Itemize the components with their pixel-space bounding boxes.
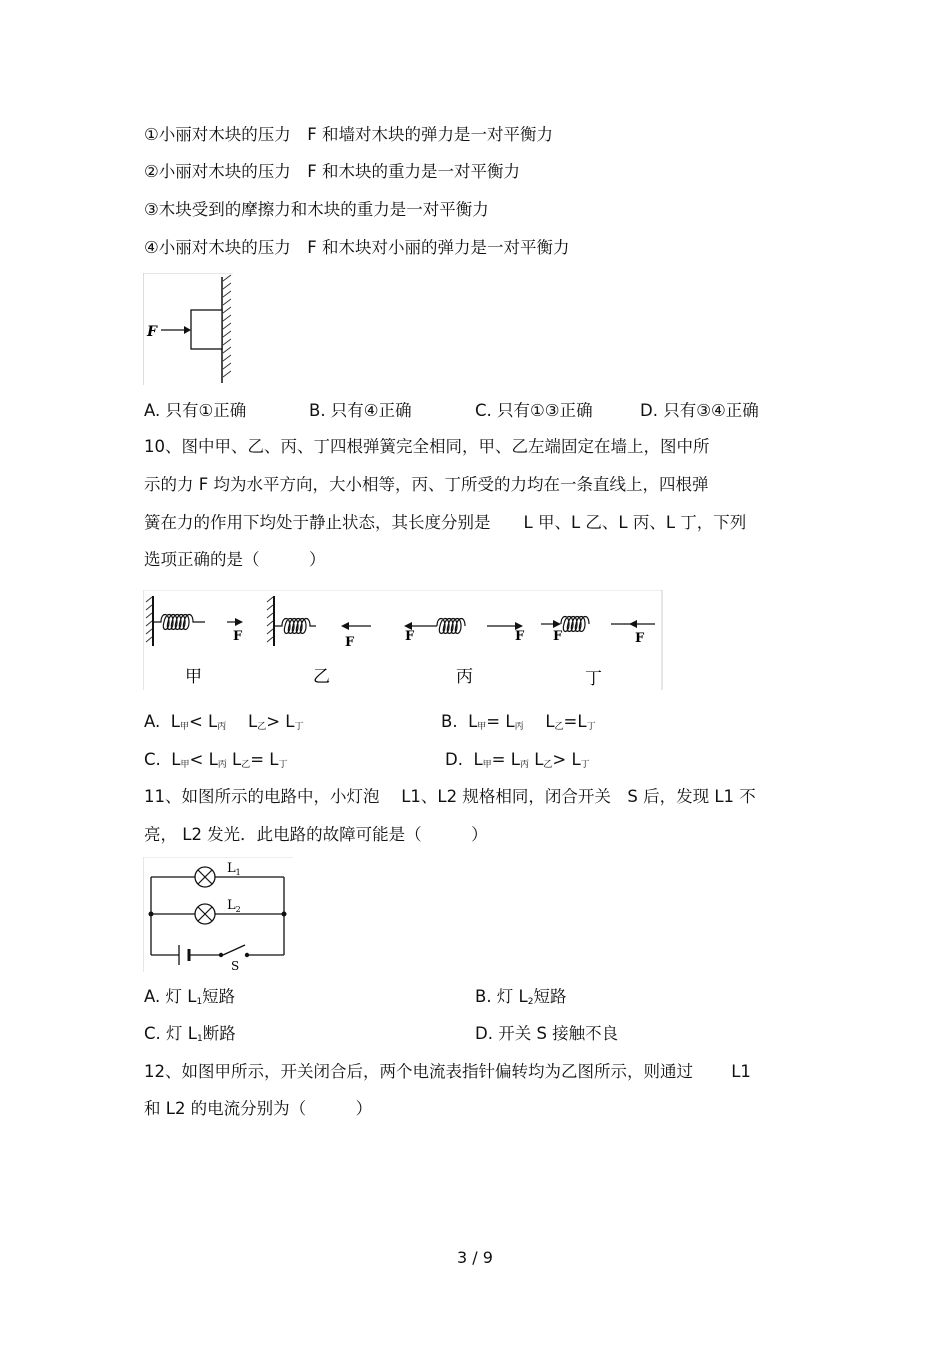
q11-option-b[interactable] (475, 986, 566, 1013)
q10-option-a-sub: 乙 (257, 722, 267, 732)
q9-force-label: F (147, 324, 157, 340)
spring-yi-force-label: F (345, 635, 355, 650)
q11-option-d[interactable] (475, 1023, 618, 1045)
q10-option-a-sub: 丁 (294, 722, 304, 732)
q11-option-d-text: D. 开关 S 接触不良 (475, 1024, 619, 1043)
junction-left-icon (149, 912, 154, 917)
q10-option-a[interactable] (144, 711, 303, 738)
lamp-l2-label: $L_2$ (227, 898, 241, 914)
q10-option-a-part: < L (188, 712, 218, 731)
q10-option-d-sub: 丁 (580, 760, 590, 770)
lamp-l1-icon (195, 867, 215, 887)
q10-option-c-part: L (171, 750, 181, 769)
q11-line-2: 亮， L2 发光．此电路的故障可能是（ ） (144, 825, 488, 844)
q10-line-2: 示的力 F 均为水平方向，大小相等，丙、丁所受的力均在一条直线上，四根弹 (144, 475, 709, 494)
page-number: 3 / 9 (457, 1248, 493, 1267)
spring-label-yi: 乙 (313, 667, 330, 687)
q10-option-b-sub: 丁 (586, 722, 596, 732)
spring-jia-force-label: F (233, 629, 243, 644)
spring-yi (267, 596, 371, 650)
spring-ding (541, 617, 655, 647)
spring-label-ding: 丁 (585, 669, 602, 689)
battery-icon (179, 945, 189, 965)
q9-option-a[interactable]: A. 只有①正确 (144, 401, 247, 420)
q10-springs-figure (143, 590, 663, 690)
q10-option-c-sub: 丙 (217, 760, 227, 770)
q10-option-d-part: L (528, 750, 544, 769)
spring-bing-force-label-left: F (405, 629, 415, 644)
q12-line-2: 和 L2 的电流分别为（ ） (144, 1099, 373, 1118)
spring-ding-force-label-right: F (635, 631, 645, 646)
q10-option-d-part: L (473, 750, 483, 769)
q9-block-wall-figure (143, 273, 235, 385)
q11-option-c[interactable] (144, 1023, 236, 1050)
q11-option-c-sub: 1 (196, 1034, 203, 1044)
q10-option-a-sub: 甲 (179, 722, 189, 732)
spring-label-bing: 丙 (456, 667, 473, 687)
q10-option-c-sub: 丁 (278, 760, 288, 770)
q11-option-b-sub: 2 (527, 997, 534, 1007)
q10-line-4: 选项正确的是（ ） (144, 550, 326, 569)
q12-line-1: 12、如图甲所示，开关闭合后，两个电流表指针偏转均为乙图所示，则通过 L1 (144, 1062, 751, 1081)
q10-option-d[interactable] (445, 749, 590, 776)
q10-option-c-letter: C. (144, 750, 161, 769)
q9-option-b[interactable]: B. 只有④正确 (309, 401, 412, 420)
q11-option-a-text: A. 灯 L (144, 987, 197, 1006)
q10-option-a-part: L (170, 712, 180, 731)
q10-option-d-sub: 甲 (482, 760, 492, 770)
q10-option-d-sub: 乙 (543, 760, 553, 770)
switch-label: S (231, 959, 240, 972)
spring-label-jia: 甲 (185, 667, 202, 687)
q9-statement-4: ④小丽对木块的压力 F 和木块对小丽的弹力是一对平衡力 (144, 238, 570, 257)
q11-line-1: 11、如图所示的电路中，小灯泡 L1、L2 规格相同，闭合开关 S 后，发现 L1 不 (144, 787, 756, 806)
switch-pivot-icon (219, 953, 223, 957)
q10-option-d-letter: D. (445, 750, 463, 769)
q10-option-d-part: > L (552, 750, 581, 769)
q9-option-d[interactable]: D. 只有③④正确 (640, 401, 759, 420)
q9-option-c[interactable]: C. 只有①③正确 (475, 401, 593, 420)
q10-option-d-part: = L (491, 750, 520, 769)
q11-option-a-tail: 短路 (202, 987, 236, 1006)
q10-option-c-sub: 乙 (241, 760, 251, 770)
q10-option-a-part: L (226, 712, 258, 731)
q11-option-a-sub: 1 (196, 997, 203, 1007)
switch-contact-icon (245, 953, 249, 957)
q10-option-a-part: > L (266, 712, 295, 731)
spring-bing (404, 619, 525, 645)
q10-option-b-part: L (523, 712, 555, 731)
q11-option-b-tail: 短路 (533, 987, 567, 1006)
q11-circuit-figure (143, 857, 293, 972)
q10-option-c-part: L (226, 750, 242, 769)
q11-option-c-tail: 断路 (202, 1024, 236, 1043)
q10-option-b-sub: 丙 (514, 722, 524, 732)
spring-bing-force-label-right: F (515, 629, 525, 644)
q9-statement-3: ③木块受到的摩擦力和木块的重力是一对平衡力 (144, 200, 489, 219)
q10-option-b-letter: B. (441, 712, 458, 731)
q10-option-a-sub: 丙 (217, 722, 227, 732)
q9-statement-2: ②小丽对木块的压力 F 和木块的重力是一对平衡力 (144, 162, 521, 181)
q10-option-b-part: = L (486, 712, 515, 731)
junction-right-icon (282, 912, 287, 917)
q10-option-d-sub: 丙 (519, 760, 529, 770)
q10-option-c-part: = L (250, 750, 279, 769)
q10-option-c[interactable] (144, 749, 288, 776)
spring-jia (146, 596, 243, 646)
spring-ding-force-label-left: F (553, 629, 563, 644)
q11-option-a[interactable] (144, 986, 235, 1013)
q10-line-3: 簧在力的作用下均处于静止状态，其长度分别是 L 甲、L 乙、L 丙、L 丁，下列 (144, 513, 747, 532)
q11-option-b-text: B. 灯 L (475, 987, 528, 1006)
q10-option-b-sub: 乙 (554, 722, 564, 732)
q10-option-c-part: < L (189, 750, 218, 769)
q10-option-b-sub: 甲 (477, 722, 487, 732)
q11-option-c-text: C. 灯 L (144, 1024, 197, 1043)
q10-option-a-letter: A. (144, 712, 161, 731)
q10-option-b-part: L (468, 712, 478, 731)
q10-option-b-part: =L (563, 712, 587, 731)
q9-statement-1: ①小丽对木块的压力 F 和墙对木块的弹力是一对平衡力 (144, 125, 554, 144)
q10-line-1: 10、图中甲、乙、丙、丁四根弹簧完全相同，甲、乙左端固定在墙上，图中所 (144, 437, 710, 456)
lamp-l1-label: $L_1$ (227, 861, 241, 877)
q10-option-b[interactable] (441, 711, 596, 738)
lamp-l2-icon (195, 904, 215, 924)
q10-option-c-sub: 甲 (180, 760, 190, 770)
